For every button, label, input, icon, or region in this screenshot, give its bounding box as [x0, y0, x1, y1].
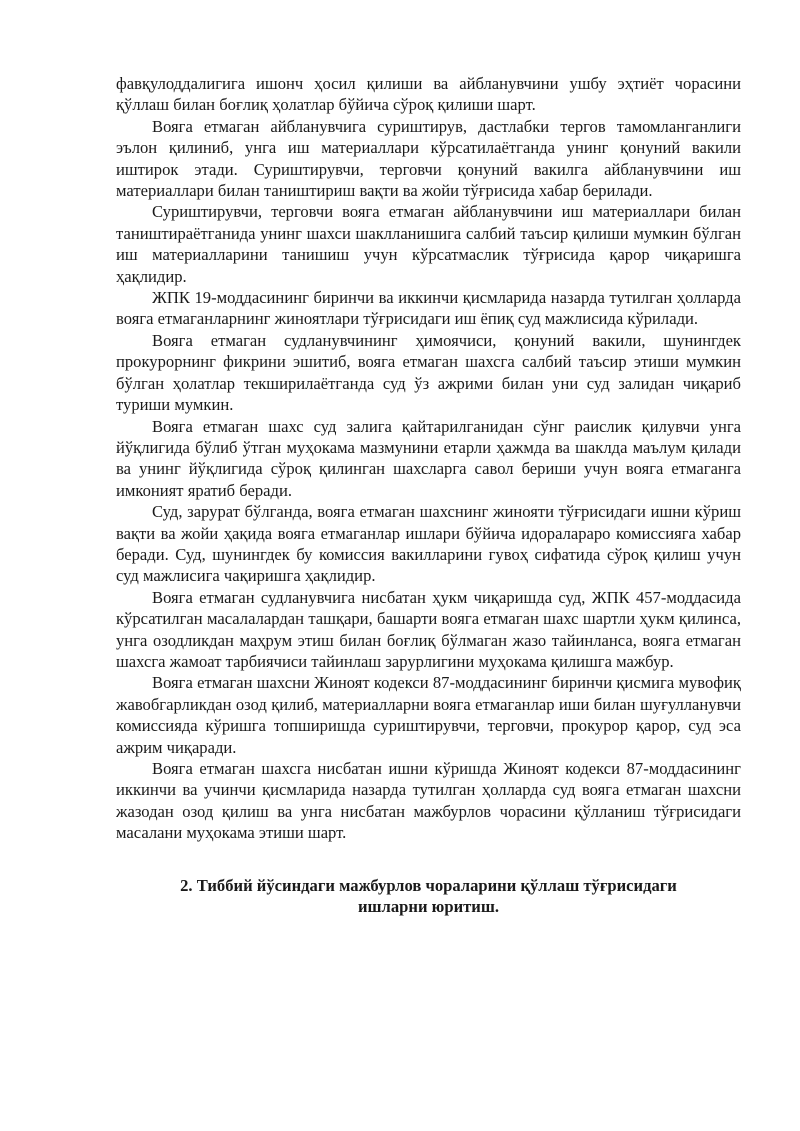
paragraph-4: ЖПК 19-моддасининг биринчи ва иккинчи қисмларида назарда тутилган ҳолларда вояга етмаганларнинг жиноятлари тўғрисидаги иш ёпиқ суд мажлисида кўрилади. — [116, 288, 741, 329]
paragraph-2: Вояга етмаган айбланувчига суриштирув, дастлабки тергов тамомланганлиги эълон қилиниб, унга иш материаллари кўрсатилаётганда унинг қонуний вакили иштирок этади. Суриштирувчи, терговчи қонуний вакилга айбланувчини иш материаллари билан таништириш вақти ва жойи тўғрисида хабар берилади. — [116, 116, 741, 201]
document-body — [116, 73, 741, 917]
paragraph-5: Вояга етмаган судланувчининг ҳимоячиси, қонуний вакили, шунингдек прокурорнинг фикрини эшитиб, вояга етмаган шахсга салбий таъсир этиши мумкин бўлган ҳолатлар текширилаётганда суд ўз ажрими билан уни суд залидан чиқариб туриши мумкин. — [116, 330, 741, 415]
paragraph-10: Вояга етмаган шахсга нисбатан ишни кўришда Жиноят кодекси 87-моддасининг иккинчи ва учинчи қисмларида назарда тутилган ҳолларда суд вояга етмаган шахсни жазодан озод қилиш ва унга нисбатан мажбурлов чорасини қўлланиш тўғрисидаги масалани муҳокама этиши шарт. — [116, 759, 741, 843]
paragraph-7: Суд, зарурат бўлганда, вояга етмаган шахснинг жинояти тўғрисидаги ишни кўриш вақти ва жойи ҳақида вояга етмаганлар ишлари бўйича идоралараро комиссияга хабар беради. Суд, шунингдек бу комиссия вакилларини гувоҳ сифатида сўроқ қилиш учун суд мажлисига чақиришга ҳақлидир. — [116, 502, 741, 586]
paragraph-8: Вояга етмаган судланувчига нисбатан ҳукм чиқаришда суд, ЖПК 457-моддасида кўрсатилган масалалардан ташқари, башарти вояга етмаган шахс шартли ҳукм қилинса, унга озодликдан маҳрум этиш билан боғлиқ бўлмаган жазо тайинланса, вояга етмаган шахсга жамоат тарбиячиси тайинлаш зарурлигини муҳокама қилишга мажбур. — [116, 587, 741, 671]
paragraph-6: Вояга етмаган шахс суд залига қайтарилганидан сўнг раислик қилувчи унга йўқлигида бўлиб ўтган муҳокама мазмунини етарли ҳажмда ва шаклда маълум қилади ва унинг йўқлигида сўроқ қилинган шахсларга савол бериши учун вояга етмаганга имконият яратиб беради. — [116, 416, 741, 500]
paragraph-3: Суриштирувчи, терговчи вояга етмаган айбланувчини иш материаллари билан таништираётганида унинг шахси шаклланишига салбий таъсир қилиши мумкин бўлган иш материалларини танишиш учун кўрсатмаслик тўғрисида қарор чиқаришга ҳақлидир. — [116, 202, 741, 286]
paragraph-9: Вояга етмаган шахсни Жиноят кодекси 87-моддасининг биринчи қисмига мувофиқ жавобгарликдан озод қилиб, материалларни вояга етмаганлар иши билан шуғулланувчи комиссияда кўришга топширишда суриштирувчи, терговчи, прокурор қарор, суд эса ажрим чиқаради. — [116, 673, 741, 757]
paragraph-1: фавқулоддалигига ишонч ҳосил қилиши ва айбланувчини ушбу эҳтиёт чорасини қўллаш билан боғлиқ ҳолатлар бўйича сўроқ қилиши шарт. — [116, 74, 741, 115]
section-heading: 2. Тиббий йўсиндаги мажбурлов чораларини қўллаш тўғрисидаги ишларни юритиш. — [180, 875, 677, 917]
